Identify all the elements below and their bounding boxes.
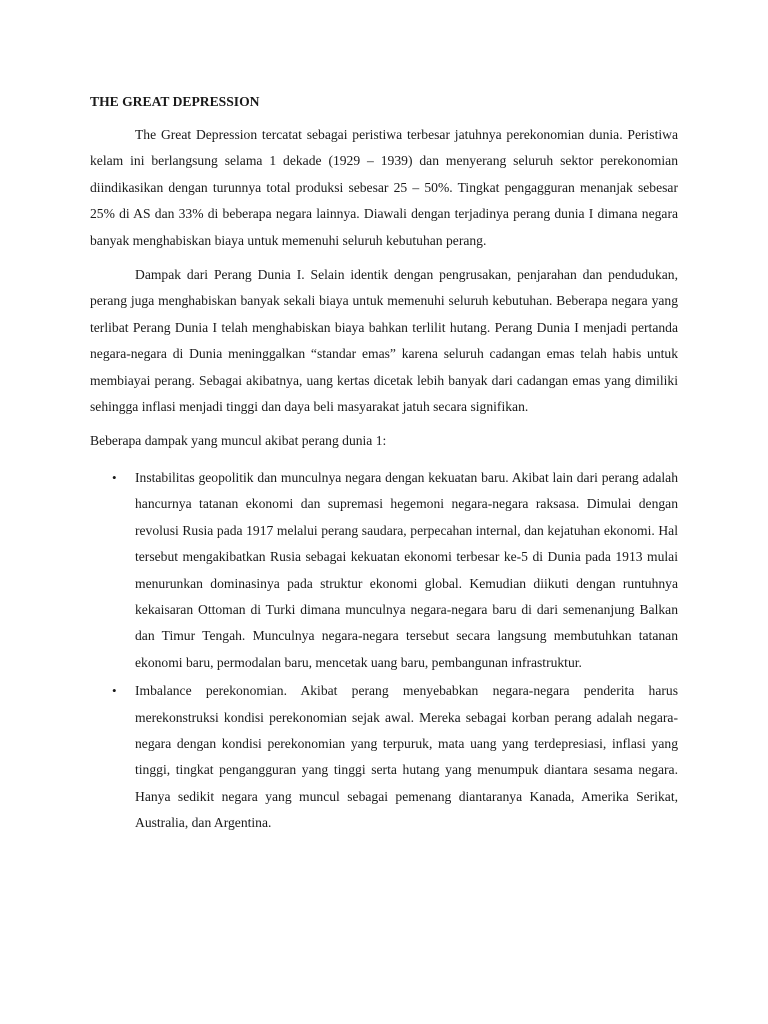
list-intro: Beberapa dampak yang muncul akibat perang dunia 1: xyxy=(90,433,387,449)
document-page xyxy=(90,90,678,839)
paragraph-intro: The Great Depression tercatat sebagai peristiwa terbesar jatuhnya perekonomian dunia. Peristiwa kelam ini berlangsung selama 1 dekade (1929 – 1939) dan menyerang seluruh sektor perekonomian diindikasikan dengan turunnya total produksi sebesar 25 – 50%. Tingkat pengagguran menanjak sebesar 25% di AS dan 33% di beberapa negara lainnya. Diawali dengan terjadinya perang dunia I dimana negara banyak menghabiskan biaya untuk memenuhi seluruh kebutuhan perang. xyxy=(90,127,678,248)
list-item-text: Imbalance perekonomian. Akibat perang menyebabkan negara-negara penderita harus merekonstruksi kondisi perekonomian sejak awal. Mereka sebagai korban perang adalah negara-negara dengan kondisi perekonomian yang terpuruk, mata uang yang terdepresiasi, inflasi yang tinggi, tingkat pengangguran yang tinggi serta hutang yang menumpuk diantara sesama negara. Hanya sedikit negara yang muncul sebagai pemenang diantaranya Kanada, Amerika Serikat, Australia, dan Argentina. xyxy=(135,683,678,831)
list-item-text: Instabilitas geopolitik dan munculnya negara dengan kekuatan baru. Akibat lain dari perang adalah hancurnya tatanan ekonomi dan supremasi hegemoni negara-negara raksasa. Dimulai dengan revolusi Rusia pada 1917 melalui perang saudara, perpecahan internal, dan kejatuhan ekonomi. Hal tersebut mengakibatkan Rusia sebagai kekuatan ekonomi terbesar ke-5 di Dunia pada 1913 mulai menurunkan dominasinya pada struktur ekonomi global. Kemudian diikuti dengan runtuhnya kekaisaran Ottoman di Turki dimana munculnya negara-negara baru di dari semenanjung Balkan dan Timur Tengah. Munculnya negara-negara tersebut secara langsung membutuhkan tatanan ekonomi baru, permodalan baru, mencetak uang baru, pembangunan infrastruktur. xyxy=(135,469,678,670)
paragraph-ww1-impact: Dampak dari Perang Dunia I. Selain identik dengan pengrusakan, penjarahan dan pendudukan, perang juga menghabiskan banyak sekali biaya untuk memenuhi seluruh kebutuhan. Beberapa negara yang terlibat Perang Dunia I telah menghabiskan biaya bahkan terlilit hutang. Perang Dunia I menjadi pertanda negara-negara di Dunia meninggalkan “standar emas” karena seluruh cadangan emas telah habis untuk membiayai perang. Sebagai akibatnya, uang kertas dicetak lebih banyak dari cadangan emas yang dimiliki sehingga inflasi menjadi tinggi dan daya beli masyarakat jatuh secara signifikan. xyxy=(90,267,678,415)
list-item xyxy=(90,678,678,836)
impact-list xyxy=(90,465,678,837)
bullet-icon: • xyxy=(112,469,117,485)
list-item xyxy=(90,465,678,676)
document-title: THE GREAT DEPRESSION xyxy=(90,94,260,109)
bullet-icon: • xyxy=(112,683,117,699)
